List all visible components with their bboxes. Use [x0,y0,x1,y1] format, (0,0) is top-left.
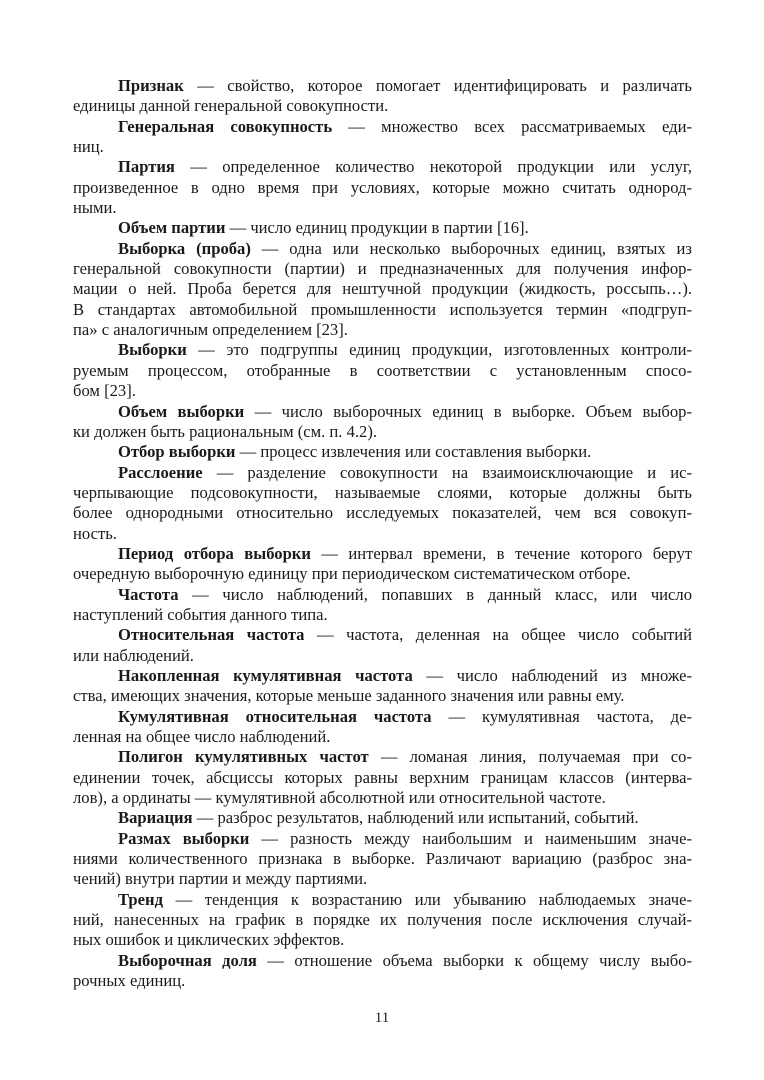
definition-text: — разделение совокупности на взаимоисключающие и ис- [202,462,692,482]
text-line [73,951,692,971]
text-line: или наблюдений. [73,645,194,665]
text-line: ниями количественного признака в выборке. Различают вариацию (разброс зна- [73,849,692,869]
definition-paragraph [73,117,692,158]
text-line [73,239,692,259]
text-line [73,218,692,238]
definition-paragraph [73,707,692,748]
text-line: чений) внутри партии и между партиями. [73,869,368,889]
text-line: ными. [73,198,117,218]
text-line: единицы данной генеральной совокупности. [73,96,389,116]
term: Выборочная доля [118,950,257,970]
document-body [73,76,692,991]
text-line [73,808,692,828]
definition-text: — отношение объема выборки к общему числу выбо- [256,950,692,970]
term: Объем партии [118,218,226,238]
text-line [73,585,692,605]
text-line: очередную выборочную единицу при периодическом систематическом отборе. [73,564,631,584]
definition-text: — тенденция к возрастанию или убыванию наблюдаемых значе- [162,889,692,909]
definition-paragraph [73,544,692,585]
text-line [73,625,692,645]
text-line: единении точек, абсциссы которых равны верхним границам классов (интерва- [73,767,692,787]
text-line: ниц. [73,137,104,157]
definition-paragraph [73,808,692,828]
definition-paragraph [73,340,692,401]
text-line: рочных единиц. [73,971,186,991]
definition-text: — процесс извлечения или составления выборки. [235,442,592,462]
definition-paragraph [73,76,692,117]
definition-text: — ломаная линия, получаемая при со- [368,747,692,767]
text-line [73,544,692,564]
text-line: черпывающие подсовокупности, называемые слоями, которые должны быть [73,482,692,502]
definition-text: — кумулятивная частота, де- [431,706,692,726]
text-line [73,463,692,483]
definition-text: — интервал времени, в течение которого берут [310,543,692,563]
text-line: ленная на общее число наблюдений. [73,727,331,746]
text-line: бом [23]. [73,381,136,401]
term: Выборка (проба) [118,238,251,258]
text-line: наступлений события данного типа. [73,604,328,624]
term: Отбор выборки [118,442,236,462]
definition-paragraph [73,951,692,992]
text-line: ность. [73,523,117,543]
text-line [73,890,692,910]
text-line [73,666,692,686]
text-line [73,829,692,849]
text-line: более однородными относительно исследуемых показателей, чем вся совокуп- [73,503,692,523]
term: Кумулятивная относительная частота [118,706,432,726]
term: Накопленная кумулятивная частота [118,665,413,685]
text-line: ства, имеющих значения, которые меньше заданного значения или равны ему. [73,686,625,706]
text-line: В стандартах автомобильной промышленности используется термин «подгруп- [73,299,692,319]
page-number: 11 [374,1010,390,1026]
text-line: ки должен быть рациональным (см. п. 4.2). [73,421,378,441]
definition-text: — число наблюдений, попавших в данный класс, или число [178,584,692,604]
definition-paragraph [73,625,692,666]
definition-text: — это подгруппы единиц продукции, изготовленных контроли- [186,340,692,360]
definition-paragraph [73,239,692,341]
text-line [73,747,692,767]
term: Расслоение [118,462,203,482]
definition-paragraph [73,218,692,238]
term: Размах выборки [118,828,250,848]
text-line: генеральной совокупности (партии) и предназначенных для получения инфор- [73,259,692,279]
definition-paragraph [73,666,692,707]
term: Полигон кумулятивных частот [118,747,369,767]
text-line [73,117,692,137]
term: Вариация [118,808,193,828]
definition-paragraph [73,890,692,951]
definition-text: — число наблюдений из множе- [412,665,693,685]
text-line [73,76,692,96]
definition-text: — число единиц продукции в партии [16]. [225,218,529,238]
definition-text: — число выборочных единиц в выборке. Объем выбор- [244,401,692,421]
definition-text: — свойство, которое помогает идентифицировать и различать [183,76,692,95]
text-line: произведенное в одно время при условиях, которые можно считать однород- [73,177,692,197]
definition-paragraph [73,585,692,626]
definition-text: — разброс результатов, наблюдений или испытаний, событий. [192,808,639,828]
definition-paragraph [73,829,692,890]
term: Частота [118,584,179,604]
definition-paragraph [73,463,692,544]
text-line: руемым процессом, отобранные в соответствии с установленным спосо- [73,360,692,380]
text-line: ных ошибок и циклических эффектов. [73,930,345,950]
definition-paragraph [73,402,692,443]
text-line [73,442,692,462]
term: Генеральная совокупность [118,116,333,136]
term: Объем выборки [118,401,245,421]
definition-text: — множество всех рассматриваемых еди- [332,116,692,136]
text-line [73,340,692,360]
term: Относительная частота [118,625,305,645]
term: Период отбора выборки [118,543,311,563]
term: Выборки [118,340,187,360]
definition-text: — одна или несколько выборочных единиц, взятых из [250,238,692,258]
definition-paragraph [73,157,692,218]
definition-paragraph [73,747,692,808]
term: Тренд [118,889,163,909]
text-line [73,402,692,422]
text-line: па» с аналогичным определением [23]. [73,320,348,340]
text-line [73,707,692,727]
definition-text: — определенное количество некоторой продукции или услуг, [174,157,692,177]
definition-paragraph [73,442,692,462]
term: Партия [118,157,175,177]
definition-text: — разность между наибольшим и наименьшим значе- [249,828,692,848]
term: Признак [118,76,184,95]
definition-text: — частота, деленная на общее число событий [304,625,692,645]
text-line: ний, нанесенных на график в порядке их получения после исключения случай- [73,910,692,930]
text-line [73,157,692,177]
text-line: лов), а ординаты — кумулятивной абсолютной или относительной частоте. [73,788,606,808]
text-line: мации о ней. Проба берется для нештучной продукции (жидкость, россыпь…). [73,279,692,299]
